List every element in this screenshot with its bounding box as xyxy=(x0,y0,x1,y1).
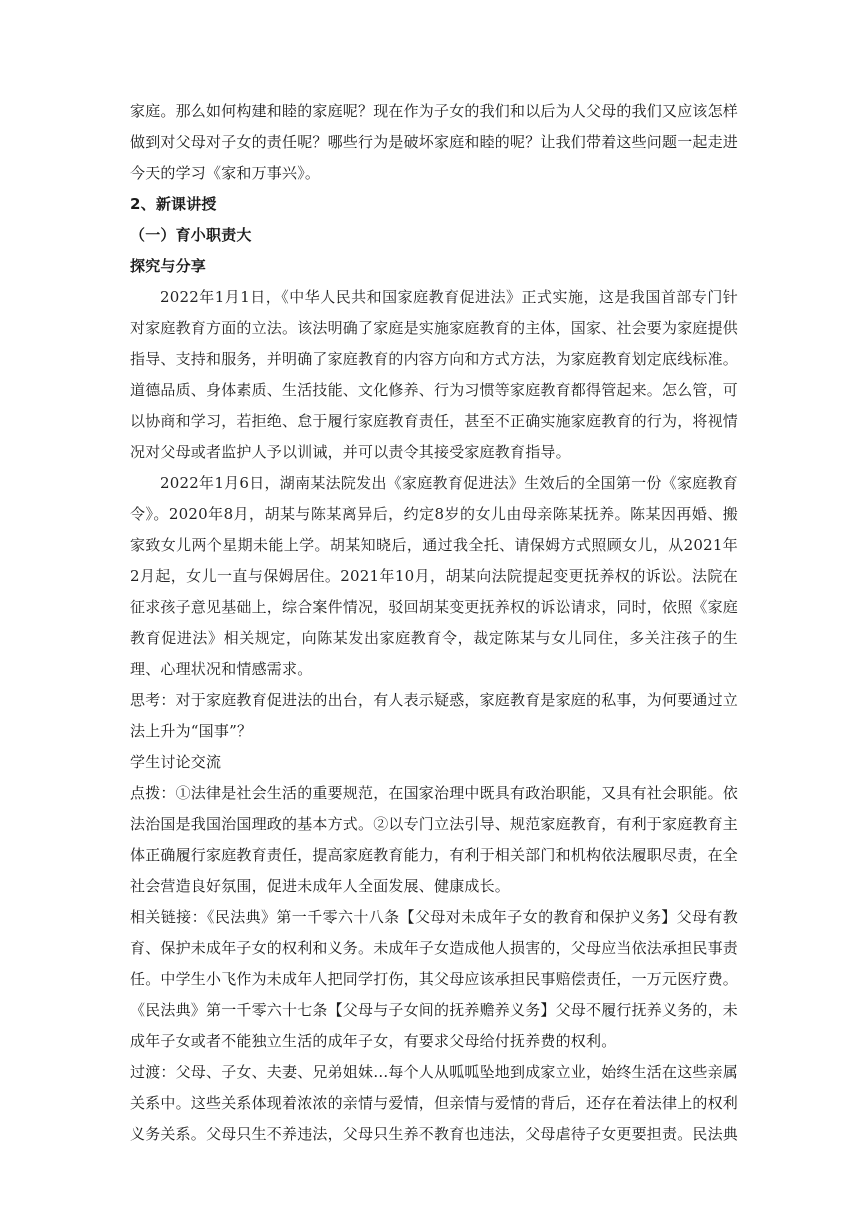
guidance-paragraph: 点拨：①法律是社会生活的重要规范，在国家治理中既具有政治职能，又具有社会职能。依法治国是我国治国理政的基本方式。②以专门立法引导、规范家庭教育，有利于家庭教育主体正确履行家庭教育责任，提高家庭教育能力，有利于相关部门和机构依法履职尽责，在全社会营造良好氛围，促进未成年人全面发展、健康成长。 xyxy=(130,784,739,895)
subsection-heading: （一）育小职责大 xyxy=(130,226,252,244)
activity-heading: 探究与分享 xyxy=(130,257,207,275)
think-question: 思考：对于家庭教育促进法的出台，有人表示疑惑，家庭教育是家庭的私事，为何要通过立法上升为“国事”？ xyxy=(130,691,739,740)
related-link-paragraph: 相关链接：《民法典》第一千零六十八条【父母对未成年子女的教育和保护义务】父母有教育、保护未成年子女的权利和义务。未成年子女造成他人损害的，父母应当依法承担民事责任。中学生小飞作为未成年人把同学打伤，其父母应该承担民事赔偿责任，一万元医疗费。《民法典》第一千零六十七条【父母与子女间的抚养赡养义务】父母不履行抚养义务的，未成年子女或者不能独立生活的成年子女，有要求父母给付抚养费的权利。 xyxy=(130,908,739,1050)
transition-paragraph: 过渡：父母、子女、夫妻、兄弟姐妹…每个人从呱呱坠地到成家立业，始终生活在这些亲属关系中。这些关系体现着浓浓的亲情与爱情，但亲情与爱情的背后，还存在着法律上的权利义务关系。父母只生不养违法，父母只生养不教育也违法，父母虐待子女更要担责。民法典 xyxy=(130,1063,739,1143)
intro-paragraph: 家庭。那么如何构建和睦的家庭呢？现在作为子女的我们和以后为人父母的我们又应该怎样做到对父母对子女的责任呢？哪些行为是破坏家庭和睦的呢？让我们带着这些问题一起走进今天的学习《家和万事兴》。 xyxy=(130,102,739,182)
material-paragraph-1: 2022年1月1日，《中华人民共和国家庭教育促进法》正式实施，这是我国首部专门针对家庭教育方面的立法。该法明确了家庭是实施家庭教育的主体，国家、社会要为家庭提供指导、支持和服务，并明确了家庭教育的内容方向和方式方法，为家庭教育划定底线标准。道德品质、身体素质、生活技能、文化修养、行为习惯等家庭教育都得管起来。怎么管，可以协商和学习，若拒绝、怠于履行家庭教育责任，甚至不正确实施家庭教育的行为，将视情况对父母或者监护人予以训诫，并可以责令其接受家庭教育指导。 xyxy=(130,288,739,461)
discussion-line: 学生讨论交流 xyxy=(130,753,222,771)
section-heading: 2、新课讲授 xyxy=(130,195,217,213)
document-page xyxy=(130,96,738,1150)
material-paragraph-2: 2022年1月6日，湖南某法院发出《家庭教育促进法》生效后的全国第一份《家庭教育令》。2020年8月，胡某与陈某离异后，约定8岁的女儿由母亲陈某抚养。陈某因再婚、搬家致女儿两个星期未能上学。胡某知晓后，通过我全托、请保姆方式照顾女儿，从2021年2月起，女儿一直与保姆居住。2021年10月，胡某向法院提起变更抚养权的诉讼。法院在征求孩子意见基础上，综合案件情况，驳回胡某变更抚养权的诉讼请求，同时，依照《家庭教育促进法》相关规定，向陈某发出家庭教育令，裁定陈某与女儿同住，多关注孩子的生理、心理状况和情感需求。 xyxy=(130,474,739,678)
